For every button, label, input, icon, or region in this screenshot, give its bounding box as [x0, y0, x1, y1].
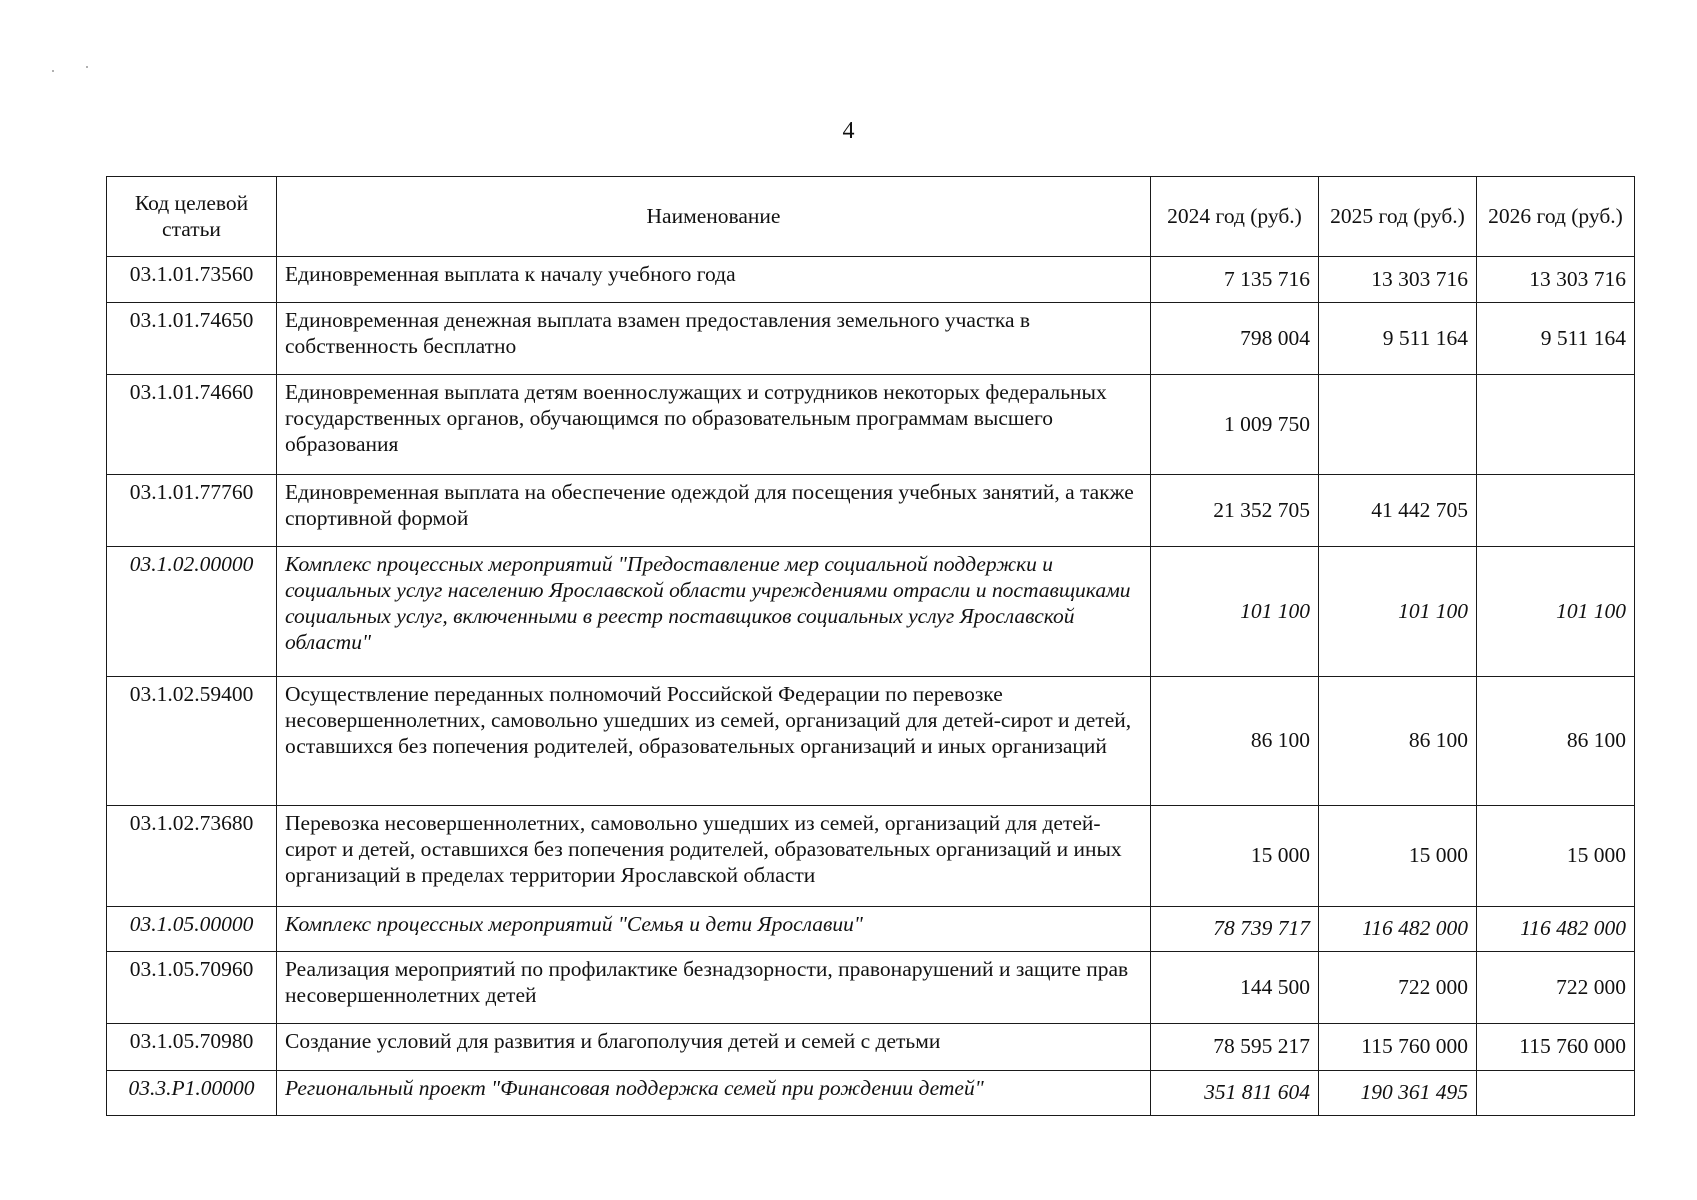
row-value-2025: 101 100: [1319, 547, 1477, 677]
row-code: 03.1.02.59400: [107, 677, 277, 806]
table-row: [107, 547, 1635, 677]
row-value-2026: [1477, 1071, 1635, 1116]
row-code: 03.1.05.70980: [107, 1024, 277, 1071]
row-code: 03.1.05.70960: [107, 952, 277, 1024]
scan-speck: [86, 66, 88, 68]
table-row: [107, 907, 1635, 952]
table-row: [107, 806, 1635, 907]
row-code: 03.3.P1.00000: [107, 1071, 277, 1116]
row-value-2026: [1477, 475, 1635, 547]
row-value-2025: 15 000: [1319, 806, 1477, 907]
row-code: 03.1.01.73560: [107, 257, 277, 303]
header-2024: 2024 год (руб.): [1151, 177, 1319, 257]
table-row: [107, 375, 1635, 475]
row-value-2026: 13 303 716: [1477, 257, 1635, 303]
row-value-2025: 115 760 000: [1319, 1024, 1477, 1071]
row-value-2026: 101 100: [1477, 547, 1635, 677]
row-name: Единовременная денежная выплата взамен предоставления земельного участка в собственность бесплатно: [277, 303, 1151, 375]
row-value-2026: 9 511 164: [1477, 303, 1635, 375]
row-name: Перевозка несовершеннолетних, самовольно ушедших из семей, организаций для детей-сирот и детей, оставшихся без попечения родителей, образовательных организаций и иных организаций в пределах территории Ярославской области: [277, 806, 1151, 907]
row-name: Единовременная выплата детям военнослужащих и сотрудников некоторых федеральных государственных органов, обучающимся по образовательным программам высшего образования: [277, 375, 1151, 475]
row-value-2025: 86 100: [1319, 677, 1477, 806]
row-value-2024: 1 009 750: [1151, 375, 1319, 475]
row-name: Реализация мероприятий по профилактике безнадзорности, правонарушений и защите прав несовершеннолетних детей: [277, 952, 1151, 1024]
row-code: 03.1.05.00000: [107, 907, 277, 952]
row-value-2024: 144 500: [1151, 952, 1319, 1024]
row-value-2025: [1319, 375, 1477, 475]
row-value-2024: 7 135 716: [1151, 257, 1319, 303]
row-value-2026: 722 000: [1477, 952, 1635, 1024]
row-name: Создание условий для развития и благополучия детей и семей с детьми: [277, 1024, 1151, 1071]
table-row: [107, 303, 1635, 375]
table-row: [107, 475, 1635, 547]
header-name: Наименование: [277, 177, 1151, 257]
row-value-2025: 9 511 164: [1319, 303, 1477, 375]
row-value-2024: 86 100: [1151, 677, 1319, 806]
row-name: Комплекс процессных мероприятий "Семья и дети Ярославии": [277, 907, 1151, 952]
header-2026: 2026 год (руб.): [1477, 177, 1635, 257]
row-code: 03.1.02.73680: [107, 806, 277, 907]
row-code: 03.1.02.00000: [107, 547, 277, 677]
header-row: [107, 177, 1635, 257]
row-value-2026: 86 100: [1477, 677, 1635, 806]
page-number: 4: [842, 118, 855, 144]
row-name: Региональный проект "Финансовая поддержка семей при рождении детей": [277, 1071, 1151, 1116]
row-value-2026: 116 482 000: [1477, 907, 1635, 952]
row-value-2026: [1477, 375, 1635, 475]
row-value-2024: 78 595 217: [1151, 1024, 1319, 1071]
row-value-2026: 115 760 000: [1477, 1024, 1635, 1071]
row-value-2026: 15 000: [1477, 806, 1635, 907]
row-value-2025: 116 482 000: [1319, 907, 1477, 952]
table-row: [107, 677, 1635, 806]
row-name: Комплекс процессных мероприятий "Предоставление мер социальной поддержки и социальных услуг населению Ярославской области учреждениями отрасли и поставщиками социальных услуг, включенными в реестр поставщиков социальных услуг Ярославской области": [277, 547, 1151, 677]
row-value-2024: 15 000: [1151, 806, 1319, 907]
row-value-2025: 190 361 495: [1319, 1071, 1477, 1116]
table-row: [107, 1024, 1635, 1071]
header-code: Код целевой статьи: [107, 177, 277, 257]
row-value-2024: 21 352 705: [1151, 475, 1319, 547]
table-row: [107, 952, 1635, 1024]
row-name: Осуществление переданных полномочий Российской Федерации по перевозке несовершеннолетних, самовольно ушедших из семей, организаций для детей-сирот и детей, оставшихся без попечения родителей, образовательных организаций и иных организаций: [277, 677, 1151, 806]
budget-table: [106, 176, 1635, 1116]
header-2025: 2025 год (руб.): [1319, 177, 1477, 257]
scan-speck: [52, 70, 54, 72]
row-name: Единовременная выплата на обеспечение одеждой для посещения учебных занятий, а также спортивной формой: [277, 475, 1151, 547]
table-row: [107, 1071, 1635, 1116]
row-code: 03.1.01.74650: [107, 303, 277, 375]
row-value-2025: 41 442 705: [1319, 475, 1477, 547]
row-value-2024: 351 811 604: [1151, 1071, 1319, 1116]
row-value-2024: 101 100: [1151, 547, 1319, 677]
row-code: 03.1.01.74660: [107, 375, 277, 475]
row-value-2025: 13 303 716: [1319, 257, 1477, 303]
row-code: 03.1.01.77760: [107, 475, 277, 547]
row-value-2025: 722 000: [1319, 952, 1477, 1024]
table-row: [107, 257, 1635, 303]
row-value-2024: 78 739 717: [1151, 907, 1319, 952]
row-name: Единовременная выплата к началу учебного года: [277, 257, 1151, 303]
row-value-2024: 798 004: [1151, 303, 1319, 375]
